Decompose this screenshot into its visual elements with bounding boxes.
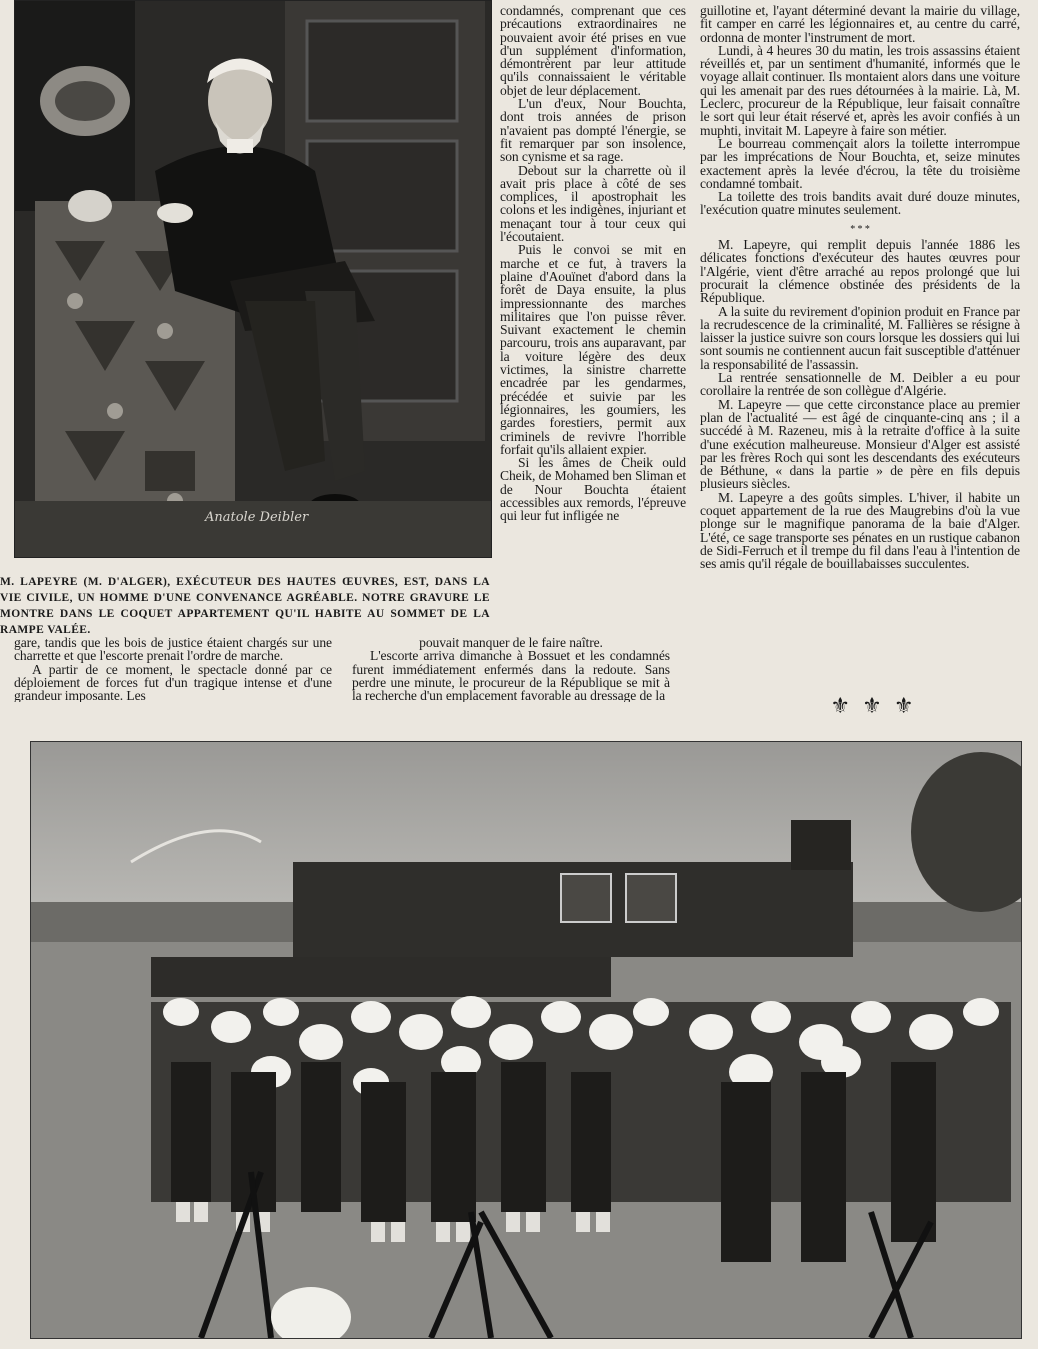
section-separator: * * *: [850, 223, 870, 235]
paragraph: Debout sur la charrette où il avait pris place à côté de ses complices, il apostrophait les colons et les indigènes, injuriant et menaçant tour à tour ceux qui l'écoutaient.: [500, 162, 686, 245]
paragraph: pouvait manquer de le faire naître.: [419, 636, 603, 650]
paragraph: M. Lapeyre a des goûts simples. L'hiver, il habite un coquet appartement de la rue des Maugrebins d'où la vue plonge sur le magnifique panorama de la baie d'Alger. L'été, ce sage transporte ses pénates en un rustique cabanon de Sidi-Ferruch et il trempe du fil dans l'eau à l'intention de ses amis qu'il régale de bouillabaisses succulentes.: [700, 489, 1020, 571]
fleur-de-lis-icon: ⚜: [862, 693, 882, 718]
signature: Anatole Deibler: [205, 510, 309, 525]
paragraph: A partir de ce moment, le spectacle donné par ce déploiement de forces fut d'un tragique intense et d'une grandeur imposante. Les: [14, 661, 332, 703]
fleur-de-lis-icon: ⚜: [893, 693, 914, 718]
column-right: [700, 4, 1020, 570]
paragraph: M. Lapeyre, qui remplit depuis l'année 1886 les délicates fonctions d'exécuteur des hautes œuvres pour l'Algérie, vient d'être arraché au repos prolongé que lui procurait la clémence obstinée des présidents de la République.: [700, 237, 1020, 306]
paragraph: La toilette des trois bandits avait duré douze minutes, l'exécution quatre minutes seulement.: [700, 189, 1020, 218]
paragraph: Le bourreau commençait alors la toilette interrompue par les imprécations de Nour Bouchta, et, seize minutes exactement après la levée d'écrou, la tête du troisième condamné tombait.: [700, 135, 1020, 191]
paragraph: condamnés, comprenant que ces précautions extraordinaires ne pouvaient avoir été prises en vue d'un supplément d'information, démontrèrent par leur attitude qu'ils connaissaient le véritable objet de leur déplacement.: [500, 4, 686, 98]
paragraph: guillotine et, l'ayant déterminé devant la mairie du village, fit camper en carré les légionnaires et, au centre du carré, ordonna de monter l'instrument de mort.: [700, 4, 1020, 45]
paragraph: La rentrée sensationnelle de M. Deibler a eu pour corollaire la rentrée de son collègue d'Algérie.: [700, 370, 1020, 399]
paragraph: L'escorte arriva dimanche à Bossuet et les condamnés furent immédiatement enfermés dans la redoute. Sans perdre une minute, le procureur de la République se mit à la recherche d'un emplacement favorable au dressage de la: [352, 648, 670, 703]
paragraph: Si les âmes de Cheik ould Cheik, de Mohamed ben Sliman et de Nour Bouchta étaient accessibles aux remords, l'épreuve qui leur fut infligée ne: [500, 455, 686, 523]
paragraph: Puis le convoi se mit en marche et ce fut, à travers la plaine d'Aouïnet d'abord dans la forêt de Daya ensuite, la plus impressionnante des marches militaires que l'on puisse rêver. Suivant exactement le chemin parcouru, trois ans auparavant, par la voiture légère des deux victimes, la sinistre charrette encadrée par les gendarmes, précédée et suivie par les légionnaires, les goumiers, les gardes forestiers, permit aux criminels de revivre l'horrible forfait qu'ils allaient expier.: [500, 242, 686, 457]
paragraph: gare, tandis que les bois de justice étaient chargés sur une charrette et que l'escorte prenait l'ordre de marche.: [14, 636, 332, 664]
column-middle: [500, 4, 686, 523]
portrait-caption: M. LAPEYRE (M. D'ALGER), EXÉCUTEUR DES HAUTES ŒUVRES, EST, DANS LA VIE CIVILE, UN HOMME D'UNE CONVENANCE AGRÉABLE. NOTRE GRAVURE LE MONTRE DANS LE COQUET APPARTEMENT QU'IL HABITE AU SOMMET DE LA RAMPE VALÉE.: [0, 576, 490, 636]
escort-photo: [30, 741, 1022, 1339]
paragraph: M. Lapeyre — que cette circonstance place au premier plan de l'actualité — est âgé de cinquante-cinq ans ; il a succédé à M. Razeneu, mis à la retraite d'office à la suite d'une exécution malheureuse. Monsieur d'Alger est assisté par les frères Roch qui sont les descendants des exécuteurs de Béthune, « dans la partie » de père en fils depuis plusieurs siècles.: [700, 396, 1020, 492]
portrait-photo: [14, 0, 492, 558]
column-bottom-middle: [352, 636, 670, 702]
paragraph: A la suite du revirement d'opinion produit en France par la recrudescence de la criminalité, M. Fallières se résigne à laisser la justice suivre son cours lorsque les dossiers qui lui sont soumis ne contiennent aucun fait susceptible d'atténuer la responsabilité de l'assassin.: [700, 303, 1020, 372]
fleur-de-lis-icon: ⚜: [830, 693, 851, 718]
fleuron-ornament: [822, 693, 922, 719]
paragraph: L'un d'eux, Nour Bouchta, dont trois années de prison n'avaient pas dompté l'énergie, se fit remarquer par son insolence, son cynisme et sa rage.: [500, 96, 686, 165]
column-bottom-left: [14, 636, 332, 702]
paragraph: Lundi, à 4 heures 30 du matin, les trois assassins étaient réveillés et, par un sentiment d'humanité, informés que le voyage allait continuer. Ils montaient alors dans une voiture qui les amenait par des rues détournées à la mairie. Là, M. Leclerc, procureur de la République, leur faisait connaître le sort qui leur était réservé et, après les avoir confiés à un muphti, invitait M. Lapeyre à faire son métier.: [700, 42, 1020, 138]
